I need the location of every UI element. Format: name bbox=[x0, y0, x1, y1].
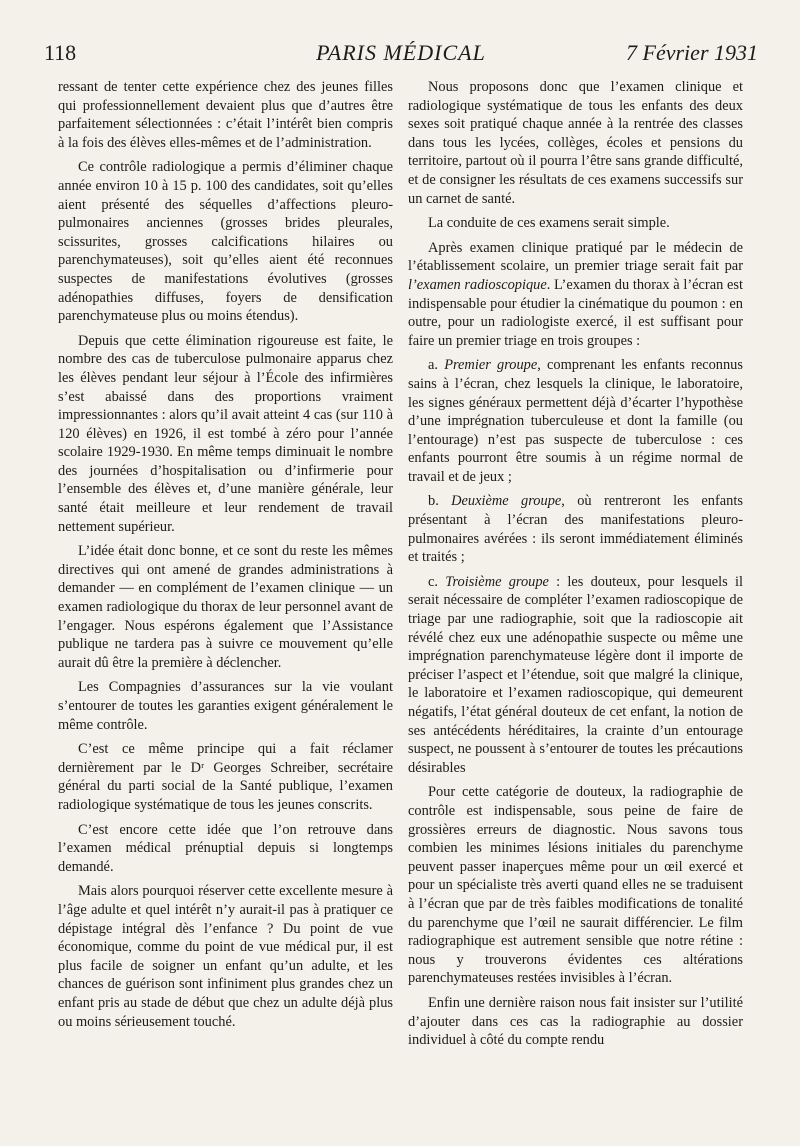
paragraph: Pour cette catégorie de douteux, la radiographie de contrôle est indispensable, sous peine de faire de grossières erreurs de diagnostic. Nous savons tous combien les minimes lésions initiales du parenchyme peuvent passer inaperçues même pour un œil exercé et pour un spécialiste très averti quand elles ne se traduisent à l’écran que par de très faibles modifications de tonalité du parenchyme que l’œil ne saurait différencier. Le film radiographique est autrement sensible que notre rétine : nous y trouverons évidentes ces altérations parenchymateuses restées invisibles à l’écran. bbox=[408, 784, 743, 987]
paragraph: Mais alors pourquoi réserver cette excellente mesure à l’âge adulte et quel intérêt n’y aurait-il pas à pratiquer ce dépistage intégral dès l’enfance ? Du point de vue économique, comme du point de vue médical pur, il est plus facile de soigner un enfant qu’un adulte, et les chances de guérison sont infiniment plus grandes chez un enfant pris au stade de début que chez un adulte déjà plus ou moins sérieusement touché. bbox=[58, 883, 393, 1030]
paragraph: Ce contrôle radiologique a permis d’éliminer chaque année environ 10 à 15 p. 100 des candidates, soit qu’elles aient présenté des séquelles d’affections pleuro-pulmonaires anciennes (grosses brides pleurales, scissurites, grosses calcifications hilaires ou parenchymateuses), soit qu’elles aient été reconnues suspectes de manifestations évolutives (grosses adénopathies diffuses, foyers de densification parenchymateuse plus ou moins étendus). bbox=[58, 159, 393, 325]
paragraph: L’idée était donc bonne, et ce sont du reste les mêmes directives qui ont amené de grandes administrations à demander — en complément de l’examen clinique — un examen radiologique du thorax de leur personnel avant de l’engager. Nous espérons également que l’Assistance publique ne tardera pas à suivre ce mouvement qu’elle aurait dû être la première à déclencher. bbox=[58, 543, 393, 671]
paragraph: ressant de tenter cette expérience chez des jeunes filles qui professionnellement devaient plus que d’autres être parfaitement sélectionnées : c’était l’intérêt bien compris à la fois des élèves elles-mêmes et de l’administration. bbox=[58, 79, 393, 151]
paragraph: C’est encore cette idée que l’on retrouve dans l’examen médical prénuptial depuis si longtemps demandé. bbox=[58, 821, 393, 875]
group-name: Deuxième groupe bbox=[451, 493, 562, 510]
triage-text: Après examen clinique pratiqué par le médecin de l’établissement scolaire, un premier triage serait fait par bbox=[408, 239, 743, 275]
paragraph: Nous proposons donc que l’examen clinique et radiologique systématique de tous les enfants des deux sexes soit pratiqué chaque année à la rentrée des classes dans tous les lycées, collèges, écoles et pensions du territoire, partout où il pourra l’être sans grande difficulté, et de consigner les résultats de ces examens successifs sur un carnet de santé. bbox=[408, 79, 743, 207]
left-column bbox=[58, 78, 393, 1037]
group-letter: a. bbox=[428, 357, 438, 374]
group-letter: b. bbox=[428, 493, 439, 510]
triage-paragraph bbox=[408, 239, 743, 351]
group-text: , où rentreront les enfants présentant à l’écran des manifestations pleuro-pulmonaires avérées : ils seront immédiatement éliminés et traités ; bbox=[408, 493, 743, 566]
paragraph: Depuis que cette élimination rigoureuse est faite, le nombre des cas de tuberculose pulmonaire apparus chez les élèves pendant leur séjour à l’École des infirmières s’est abaissé dans des proportions vraiment impressionnantes : alors qu’il avait atteint 4 cas (sur 110 à 120 élèves) en 1926, il est tombé à zéro pour l’année scolaire 1929-1930. En même temps diminuait le nombre des journées d’hospitalisation ou d’infirmerie pour l’ensemble des élèves et, d’une manière générale, leur santé était meilleure et leur rendement de travail nettement supérieur. bbox=[58, 332, 393, 535]
group-item-a bbox=[408, 356, 743, 486]
page-number: 118 bbox=[44, 40, 77, 65]
paragraph: C’est ce même principe qui a fait réclamer dernièrement par le Dʳ Georges Schreiber, secrétaire général du parti social de la Santé publique, l’examen radiologique systématique de tous les jeunes conscrits. bbox=[58, 741, 393, 813]
issue-date: 7 Février 1931 bbox=[626, 40, 758, 65]
group-item-c bbox=[408, 573, 743, 778]
group-text: : les douteux, pour lesquels il serait nécessaire de compléter l’examen radioscopique de triage par une radiographie, soit que la radioscopie ait révélé chez eux une adénopathie suspecte ou même une imprégnation parenchymateuse légère dont il importe de préciser l’aspect et l’étendue, soit que malgré la clinique, le laboratoire et l’examen radioscopique, qui demeurent négatifs, l’état général douteux de cet enfant, la notion de ses antécédents héréditaires, la crainte d’un entourage suspect, ne poussent à s’entourer de toutes les précautions désirables bbox=[408, 573, 743, 776]
group-item-b bbox=[408, 492, 743, 566]
paragraph: Enfin une dernière raison nous fait insister sur l’utilité d’ajouter dans ces cas la radiographie au dossier individuel à côté du compte rendu bbox=[408, 994, 743, 1049]
group-name: Premier groupe bbox=[444, 357, 538, 374]
group-text: , comprenant les enfants reconnus sains à l’écran, chez lesquels la clinique, le laboratoire, les signes généraux permettent déjà d’écarter l’hypothèse d’une imprégnation tuberculeuse et dont la famille (ou l’entourage) n’est pas suspecte de tuberculose : ces enfants pourront être soumis à un régime normal de travail et de jeux ; bbox=[408, 357, 743, 485]
triage-text-end: . L’examen du thorax à l’écran est indispensable pour étudier la cinématique du poumon : en outre, pour un radiologiste exercé, il est suffisant pour faire un premier triage en trois groupes : bbox=[408, 276, 743, 349]
right-column bbox=[408, 78, 743, 1056]
running-header bbox=[44, 40, 758, 74]
paragraph: Les Compagnies d’assurances sur la vie voulant s’entourer de toutes les garanties exigent généralement le même contrôle. bbox=[58, 679, 393, 733]
paragraph: La conduite de ces examens serait simple. bbox=[428, 215, 670, 232]
triage-term: l’examen radioscopique bbox=[408, 276, 547, 293]
group-letter: c. bbox=[428, 573, 438, 590]
journal-title: PARIS MÉDICAL bbox=[316, 40, 486, 65]
group-name: Troisième groupe bbox=[445, 573, 549, 590]
